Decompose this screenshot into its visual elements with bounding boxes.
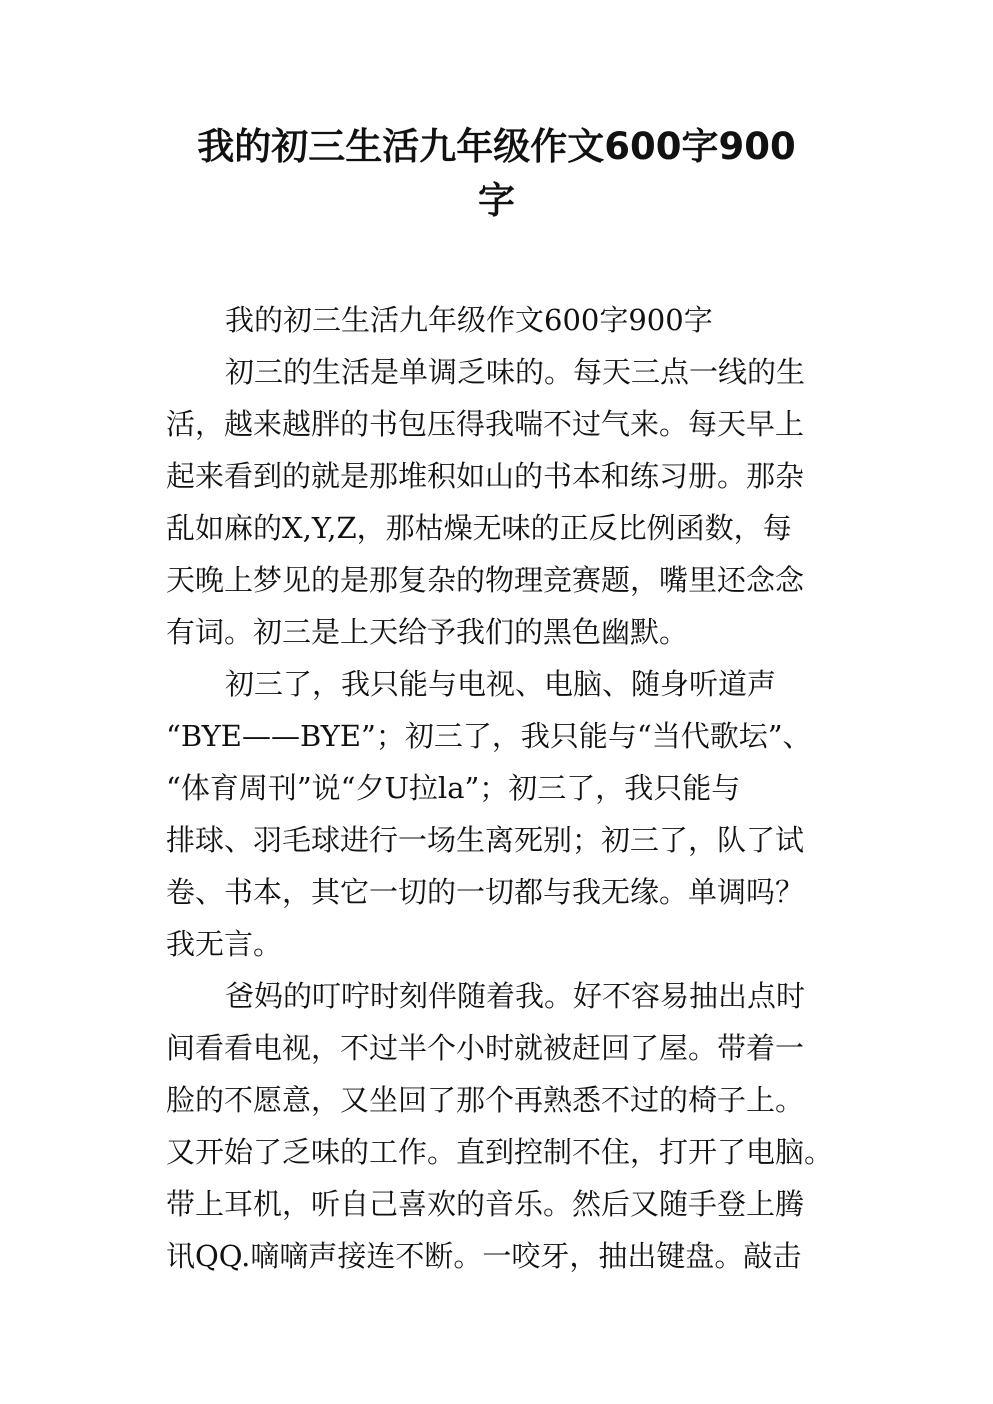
text-line: 乱如麻的X,Y,Z，那枯燥无味的正反比例函数，每 [166, 511, 792, 545]
text-line: “体育周刊”说“夕U拉la”；初三了，我只能与 [166, 771, 741, 805]
text-line: 排球、羽毛球进行一场生离死别；初三了，队了试 [166, 823, 805, 857]
text-line: 带上耳机，听自己喜欢的音乐。然后又随手登上腾 [166, 1187, 805, 1221]
text-line: 我的初三生活九年级作文600字900字 [225, 303, 713, 337]
text-line: 间看看电视，不过半个小时就被赶回了屋。带着一 [166, 1031, 805, 1065]
text-line: 初三的生活是单调乏味的。每天三点一线的生 [225, 355, 806, 389]
text-line: 我无言。 [166, 927, 283, 961]
title-line: 字 [478, 179, 515, 222]
document-body [166, 294, 846, 1282]
text-line: 又开始了乏味的工作。直到控制不住，打开了电脑。 [166, 1135, 834, 1169]
text-line: 有词。初三是上天给予我们的黑色幽默。 [166, 615, 689, 649]
title-line: 我的初三生活九年级作文600字900 [197, 125, 796, 168]
document-title [0, 120, 993, 228]
text-line: 天晚上梦见的是那复杂的物理竞赛题，嘴里还念念 [166, 563, 805, 597]
text-line: 爸妈的叮咛时刻伴随着我。好不容易抽出点时 [225, 979, 806, 1013]
text-line: 初三了，我只能与电视、电脑、随身听道声 [225, 667, 777, 701]
text-line: 卷、书本，其它一切的一切都与我无缘。单调吗？ [166, 875, 805, 909]
text-line: 脸的不愿意，又坐回了那个再熟悉不过的椅子上。 [166, 1083, 805, 1117]
text-line: 活，越来越胖的书包压得我喘不过气来。每天早上 [166, 407, 805, 441]
text-line: 起来看到的就是那堆积如山的书本和练习册。那杂 [166, 459, 805, 493]
text-line: “BYE——BYE”；初三了，我只能与“当代歌坛”、 [166, 719, 812, 753]
text-line: 讯QQ.嘀嘀声接连不断。一咬牙，抽出键盘。敲击 [166, 1239, 802, 1273]
